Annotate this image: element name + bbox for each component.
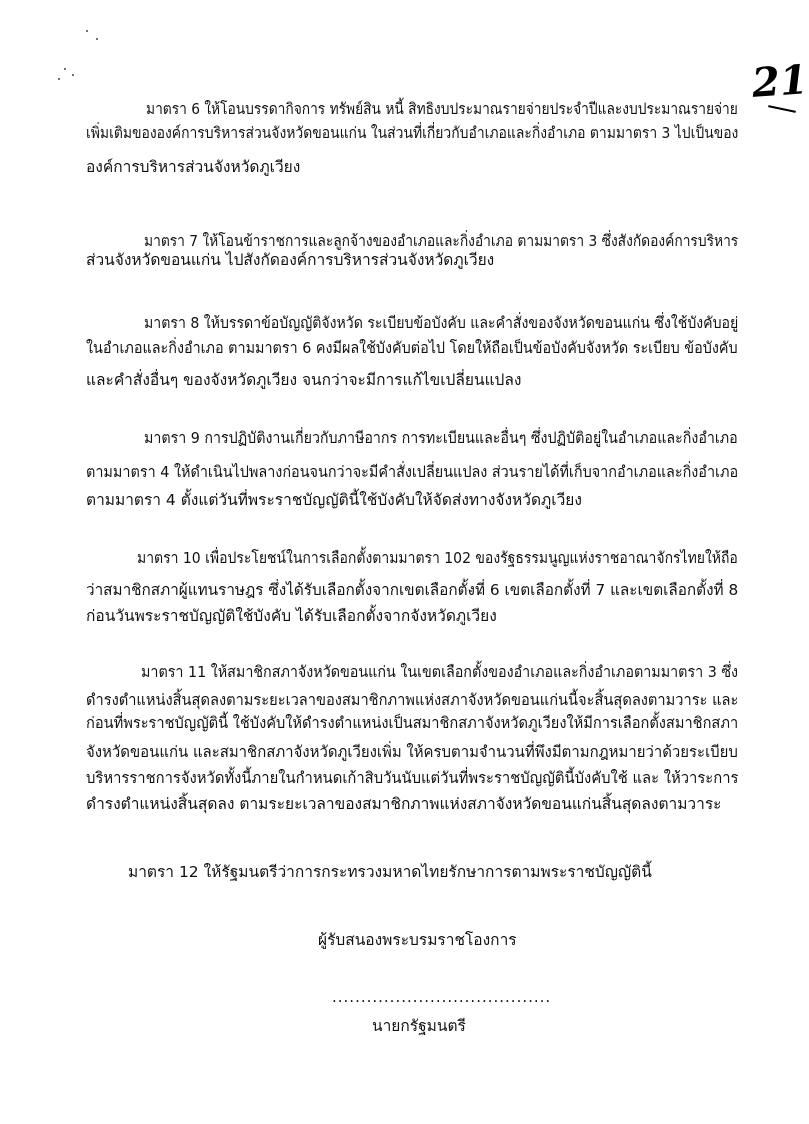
- section-8-line-2: ในอำเภอและกิ่งอำเภอ ตามมาตรา 6 คงมีผลใช้บังคับต่อไป โดยให้ถือเป็นข้อบังคับจังหวัด ระเบียบ ข้อบังคับ: [86, 339, 738, 357]
- section-7-line-2: ส่วนจังหวัดขอนแก่น ไปสังกัดองค์การบริหารส่วนจังหวัดภูเวียง: [86, 251, 495, 269]
- section-9-line-3: ตามมาตรา 4 ตั้งแต่วันที่พระราชบัญญัตินี้ใช้บังคับให้จัดส่งทางจังหวัดภูเวียง: [86, 491, 582, 509]
- page-number: 21: [750, 56, 809, 107]
- section-12-line-1: มาตรา 12 ให้รัฐมนตรีว่าการกระทรวงมหาดไทยรักษาการตามพระราชบัญญัตินี้: [128, 863, 652, 881]
- section-10-line-1: มาตรา 10 เพื่อประโยชน์ในการเลือกตั้งตามมาตรา 102 ของรัฐธรรมนูญแห่งราชอาณาจักรไทยให้ถือ: [137, 549, 738, 567]
- section-10-line-2: ว่าสมาชิกสภาผู้แทนราษฎร ซึ่งได้รับเลือกตั้งจากเขตเลือกตั้งที่ 6 เขตเลือกตั้งที่ 7 และเขตเลือกตั้งที่ 8: [86, 581, 739, 599]
- section-9-line-2: ตามมาตรา 4 ให้ดำเนินไปพลางก่อนจนกว่าจะมีคำสั่งเปลี่ยนแปลง ส่วนรายได้ที่เก็บจากอำเภอและกิ่งอำเภอ: [86, 463, 739, 481]
- section-11-line-1: มาตรา 11 ให้สมาชิกสภาจังหวัดขอนแก่น ในเขตเลือกตั้งของอำเภอและกิ่งอำเภอตามมาตรา 3 ซึ่ง: [141, 663, 739, 681]
- section-9-line-1: มาตรา 9 การปฏิบัติงานเกี่ยวกับภาษีอากร การทะเบียนและอื่นๆ ซึ่งปฏิบัติอยู่ในอำเภอและกิ่งอำเภอ: [144, 429, 738, 447]
- section-10-line-3: ก่อนวันพระราชบัญญัติใช้บังคับ ได้รับเลือกตั้งจากจังหวัดภูเวียง: [86, 607, 497, 625]
- signatory-title: นายกรัฐมนตรี: [372, 1017, 466, 1035]
- signature-line: ......................................: [332, 988, 552, 1006]
- section-11-line-4: จังหวัดขอนแก่น และสมาชิกสภาจังหวัดภูเวียงเพิ่ม ให้ครบตามจำนวนที่พึงมีตามกฎหมายว่าด้วยระเบียบ: [86, 743, 738, 761]
- section-11-line-6: ดำรงตำแหน่งสิ้นสุดลง ตามระยะเวลาของสมาชิกภาพแห่งสภาจังหวัดขอนแก่นสิ้นสุดลงตามวาระ: [86, 795, 722, 813]
- section-7-line-1: มาตรา 7 ให้โอนข้าราชการและลูกจ้างของอำเภอและกิ่งอำเภอ ตามมาตรา 3 ซึ่งสังกัดองค์การบริหาร: [144, 232, 739, 250]
- countersign-label: ผู้รับสนองพระบรมราชโองการ: [318, 931, 517, 949]
- section-11-line-3: ก่อนที่พระราชบัญญัตินี้ ใช้บังคับให้ดำรงตำแหน่งเป็นสมาชิกสภาจังหวัดภูเวียงให้มีการเลือกตั้งสมาชิกสภา: [86, 714, 739, 732]
- section-8-line-3: และคำสั่งอื่นๆ ของจังหวัดภูเวียง จนกว่าจะมีการแก้ไขเปลี่ยนแปลง: [86, 371, 522, 389]
- section-11-line-5: บริหารราชการจังหวัดทั้งนี้ภายในกำหนดเก้าสิบวันนับแต่วันที่พระราชบัญญัตินี้บังคับใช้ และ ให้วาระการ: [86, 769, 739, 787]
- section-8-line-1: มาตรา 8 ให้บรรดาข้อบัญญัติจังหวัด ระเบียบข้อบังคับ และคำสั่งของจังหวัดขอนแก่น ซึ่งใช้บังคับอยู่: [144, 314, 739, 332]
- section-11-line-2: ดำรงตำแหน่งสิ้นสุดลงตามระยะเวลาของสมาชิกภาพแห่งสภาจังหวัดขอนแก่นนี้จะสิ้นสุดลงตามวาระ และ: [86, 691, 739, 709]
- section-6-line-3: องค์การบริหารส่วนจังหวัดภูเวียง: [86, 158, 301, 176]
- section-6-line-2: เพิ่มเติมขององค์การบริหารส่วนจังหวัดขอนแก่น ในส่วนที่เกี่ยวกับอำเภอและกิ่งอำเภอ ตามมาตรา 3 ไปเป็นของ: [86, 124, 739, 142]
- section-6-line-1: มาตรา 6 ให้โอนบรรดากิจการ ทรัพย์สิน หนี้ สิทธิงบประมาณรายจ่ายประจำปีและงบประมาณรายจ่าย: [146, 100, 738, 118]
